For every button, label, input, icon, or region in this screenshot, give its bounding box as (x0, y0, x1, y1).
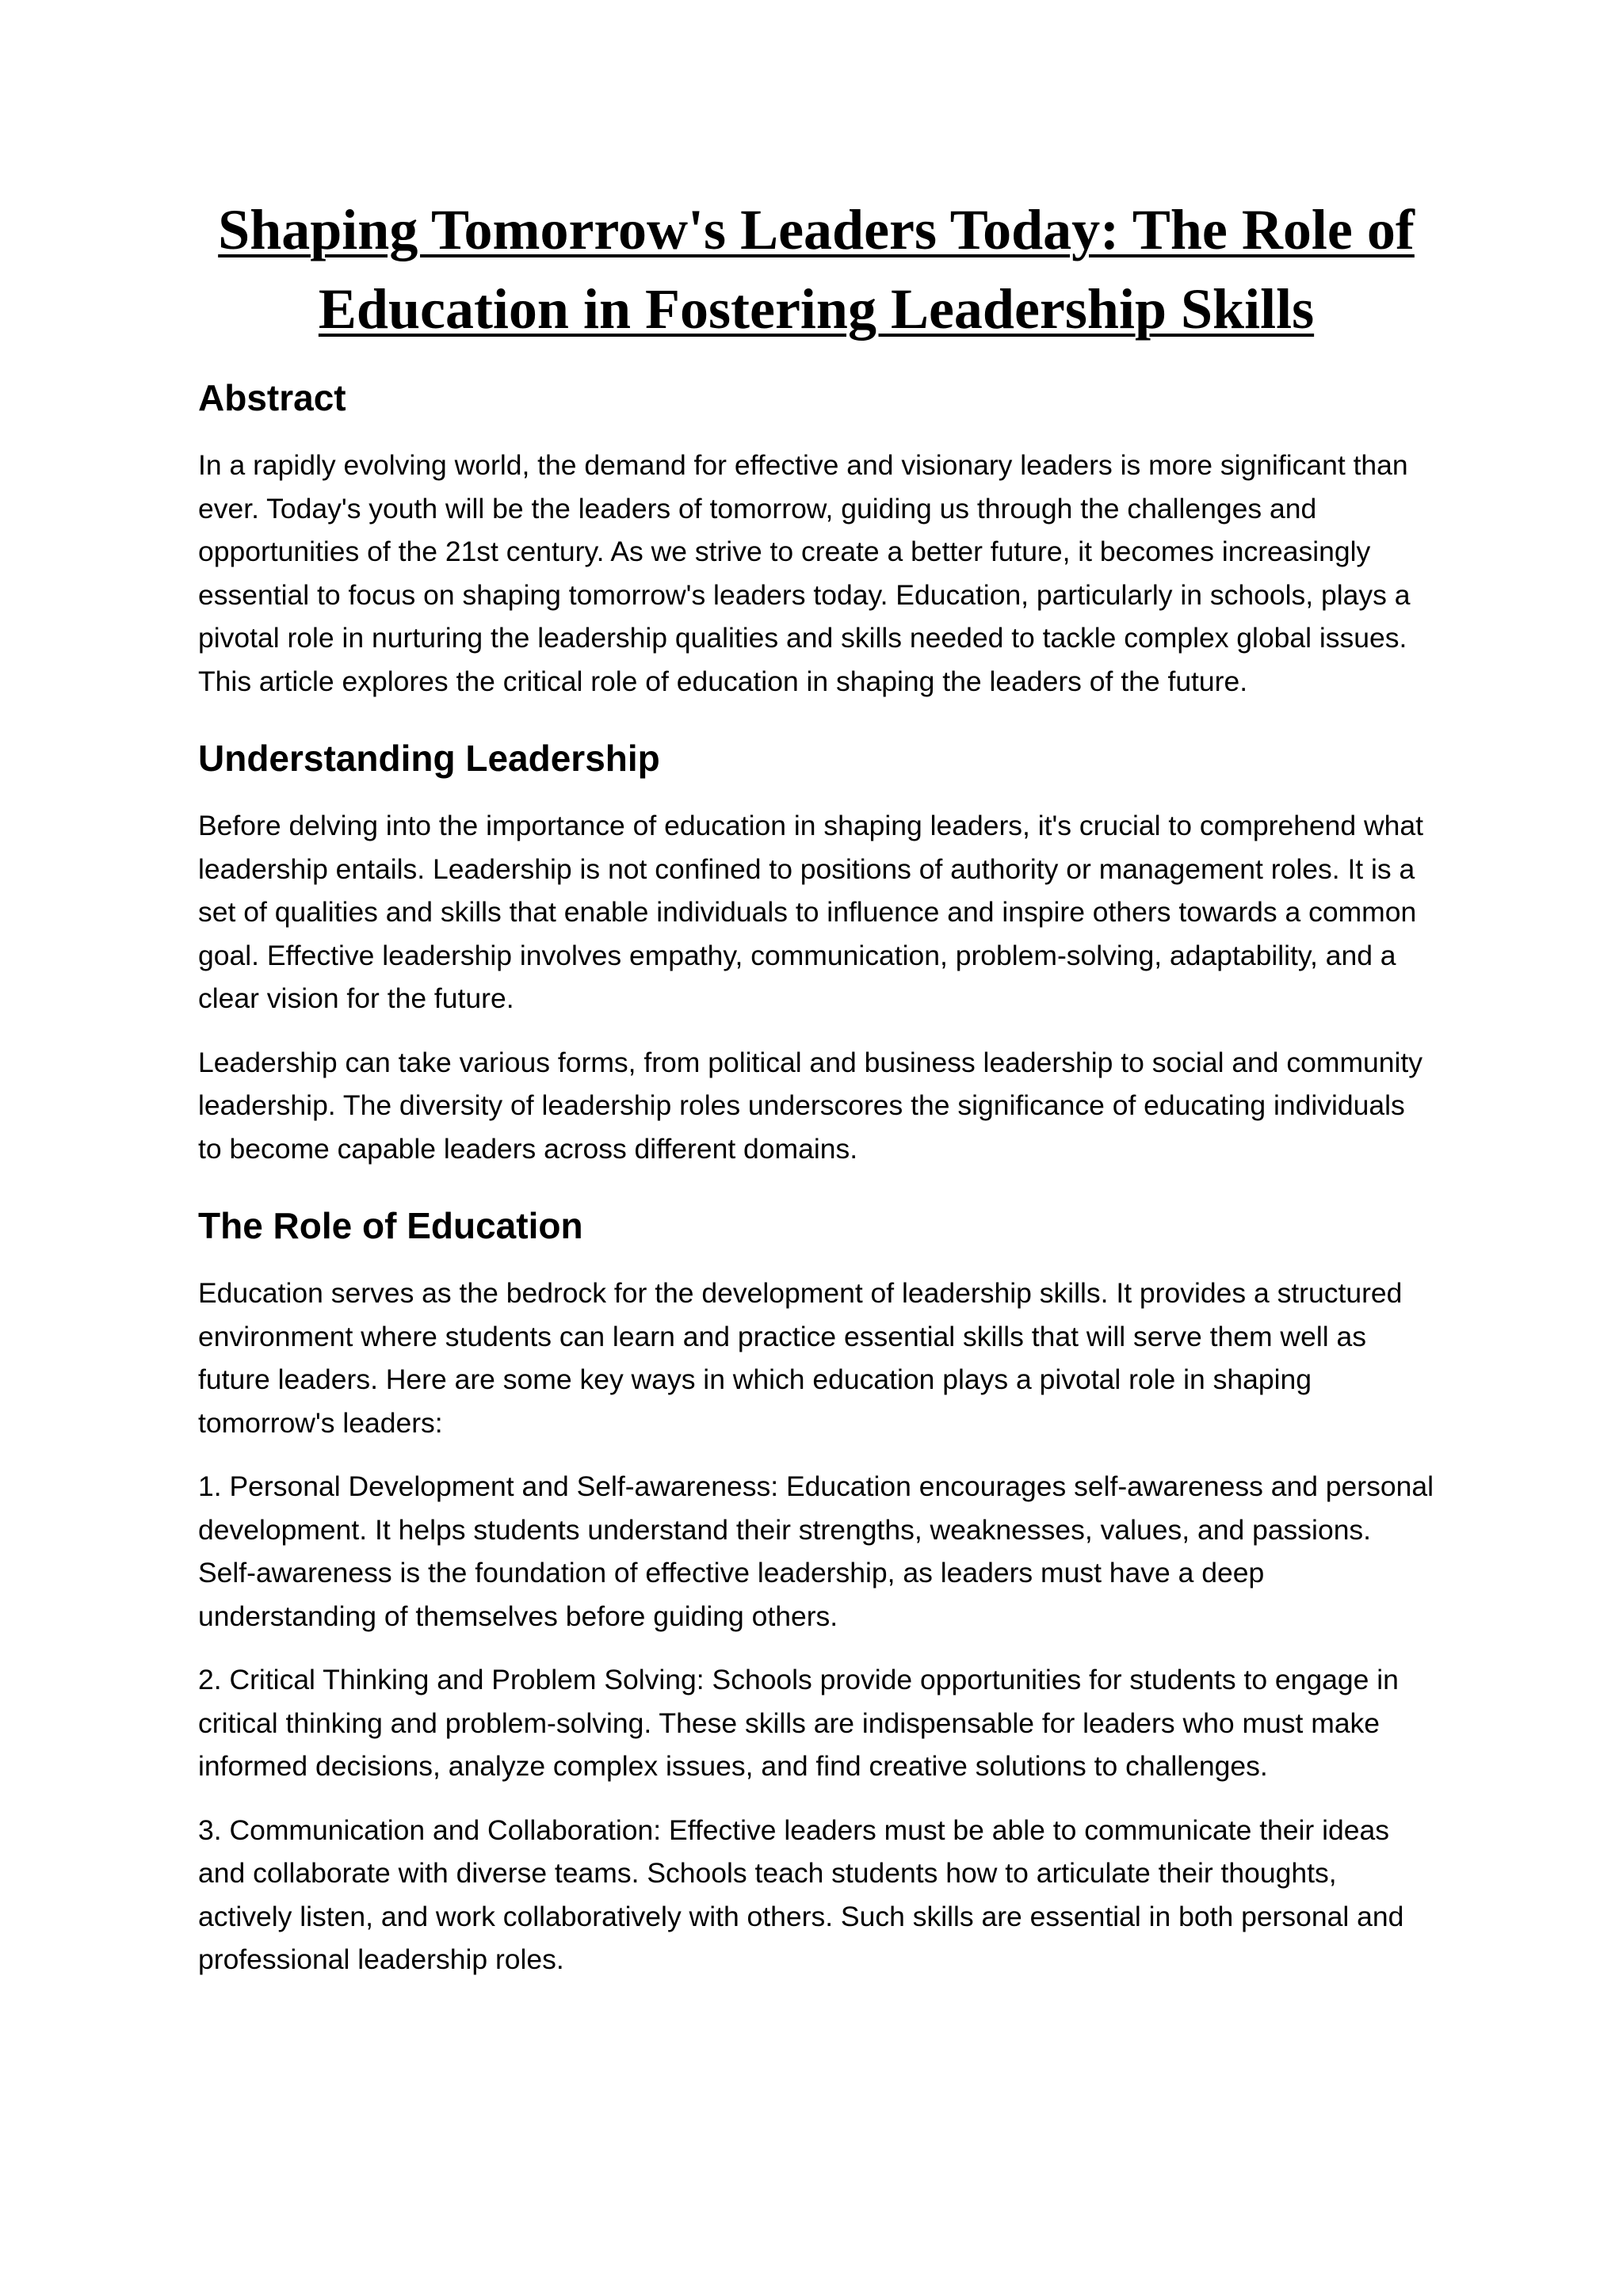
section-role-of-education (198, 1202, 1434, 1981)
paragraph: Before delving into the importance of education in shaping leaders, it's crucial to comprehend what leadership entails. Leadership is not confined to positions of authority or management roles. It is a set of qualities and skills that enable individuals to influence and inspire others towards a common goal. Effective leadership involves empathy, communication, problem-solving, adaptability, and a clear vision for the future. (198, 810, 1424, 1014)
list-item: 2. Critical Thinking and Problem Solving: Schools provide opportunities for students to engage in critical thinking and problem-solving. These skills are indispensable for leaders who must make informed decisions, analyze complex issues, and find creative solutions to challenges. (198, 1664, 1399, 1782)
document-title: Shaping Tomorrow's Leaders Today: The Role of Education in Fostering Leadership Skills (218, 198, 1415, 341)
paragraph: In a rapidly evolving world, the demand for effective and visionary leaders is more significant than ever. Today's youth will be the leaders of tomorrow, guiding us through the challenges and opportunities of the 21st century. As we strive to create a better future, it becomes increasingly essential to focus on shaping tomorrow's leaders today. Education, particularly in schools, plays a pivotal role in nurturing the leadership qualities and skills needed to tackle complex global issues. This article explores the critical role of education in shaping the leaders of the future. (198, 449, 1411, 697)
section-heading: The Role of Education (198, 1205, 583, 1246)
list-item: 1. Personal Development and Self-awareness: Education encourages self-awareness and personal development. It helps students understand their strengths, weaknesses, values, and passions. Self-awareness is the foundation of effective leadership, as leaders must have a deep understanding of themselves before guiding others. (198, 1470, 1434, 1632)
document-body (198, 190, 1434, 2002)
section-abstract (198, 374, 1434, 703)
paragraph: Education serves as the bedrock for the development of leadership skills. It provides a structured environment where students can learn and practice essential skills that will serve them well as future leaders. Here are some key ways in which education plays a pivotal role in shaping tomorrow's leaders: (198, 1277, 1403, 1439)
section-heading: Understanding Leadership (198, 738, 660, 779)
section-understanding-leadership (198, 734, 1434, 1170)
section-heading: Abstract (198, 377, 346, 418)
list-item: 3. Communication and Collaboration: Effective leaders must be able to communicate their ideas and collaborate with diverse teams. Schools teach students how to articulate their thoughts, actively listen, and work collaboratively with others. Such skills are essential in both personal and professional leadership roles. (198, 1814, 1404, 1975)
paragraph: Leadership can take various forms, from political and business leadership to social and community leadership. The diversity of leadership roles underscores the significance of educating individuals to become capable leaders across different domains. (198, 1046, 1423, 1165)
